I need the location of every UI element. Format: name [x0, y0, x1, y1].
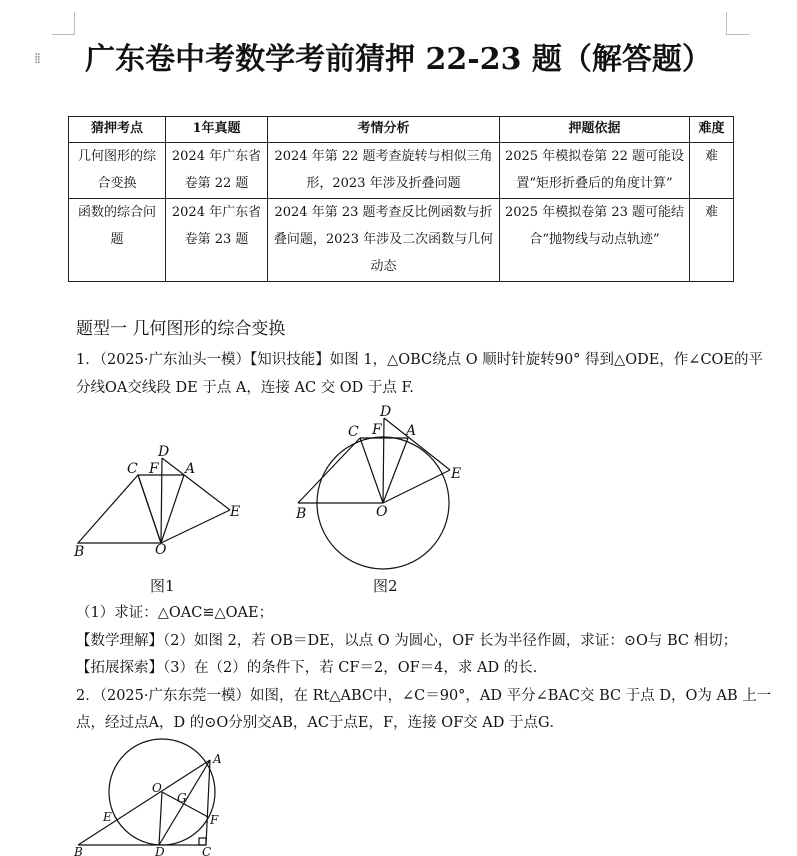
fig1-line-de [162, 458, 230, 510]
fig2-line-od [383, 418, 384, 503]
q2-line2: 点，经过点A，D 的⊙O分别交AB，AC于点E，F，连接 OF交 AD 于点G． [76, 715, 565, 731]
fig3-label: D [155, 845, 165, 856]
table-header: 1年真题 [166, 117, 268, 143]
fig1-caption: 图1 [150, 577, 175, 595]
fig2-line-oe [383, 470, 450, 503]
table-cell: 2024 年广东省卷第 23 题 [166, 199, 268, 282]
fig2-label: C [348, 424, 359, 440]
table-header: 押题依据 [500, 117, 690, 143]
fig3-right-angle-mark [199, 838, 206, 845]
table-cell: 函数的综合问题 [69, 199, 166, 282]
fig1-line-oa [161, 475, 184, 543]
fig2-line-de [384, 418, 450, 470]
fig3-label: F [210, 813, 219, 827]
fig3-label: A [213, 752, 222, 766]
page-corner-top-left [52, 12, 75, 35]
fig2-line-oa [383, 438, 408, 503]
q1-part2: 【数学理解】（2）如图 2，若 OB＝DE，以点 O 为圆心，OF 长为半径作圆，求证：⊙O与 BC 相切； [76, 633, 738, 649]
table-header: 猜押考点 [69, 117, 166, 143]
figure-2 [290, 400, 480, 580]
table-row [69, 143, 734, 199]
fig3-line-ca [206, 760, 210, 845]
fig3-label: G [177, 791, 187, 805]
fig2-label: F [372, 422, 382, 438]
q1-line1: 1．（2025·广东汕头一模）【知识技能】如图 1，△OBC绕点 O 顺时针旋转90° 得到△ODE，作∠COE的平 [76, 352, 764, 368]
table-cell: 难 [690, 143, 734, 199]
table-cell: 2024 年第 22 题考查旋转与相似三角形，2023 年涉及折叠问题 [268, 143, 500, 199]
drag-handle-icon[interactable]: ⁞⁞ [34, 51, 39, 67]
table-cell: 几何图形的综合变换 [69, 143, 166, 199]
fig1-triangle-obc [78, 475, 161, 543]
table-cell: 2025 年模拟卷第 22 题可能设置“矩形折叠后的角度计算” [500, 143, 690, 199]
fig1-label: O [155, 542, 167, 558]
fig3-line-od [159, 792, 162, 845]
page-title: 广东卷中考数学考前猜押 22-23 题（解答题） [85, 42, 712, 77]
fig3-label: E [103, 810, 112, 824]
table-header: 考情分析 [268, 117, 500, 143]
fig2-line-bc [298, 438, 360, 503]
fig2-label: B [296, 506, 307, 522]
table-header-row [69, 117, 734, 143]
q1-part1: （1）求证：△OAC≌△OAE； [76, 605, 274, 621]
fig1-label: F [149, 461, 159, 477]
fig3-label: O [152, 781, 162, 795]
fig2-line-oc [360, 438, 383, 503]
fig2-caption: 图2 [373, 577, 398, 595]
fig2-label: D [380, 404, 392, 420]
section-heading: 题型一 几何图形的综合变换 [76, 319, 286, 339]
table-cell: 难 [690, 199, 734, 282]
fig2-label: O [376, 504, 388, 520]
figure-3 [70, 735, 230, 856]
table-cell: 2024 年广东省卷第 22 题 [166, 143, 268, 199]
q1-line2: 分线OA交线段 DE 于点 A，连接 AC 交 OD 于点 F. [76, 380, 414, 396]
table-row [69, 199, 734, 282]
fig3-label: B [74, 845, 83, 856]
fig1-label: C [127, 461, 138, 477]
fig1-label: D [158, 444, 170, 460]
table-cell: 2025 年模拟卷第 23 题可能结合“抛物线与动点轨迹” [500, 199, 690, 282]
fig1-line-od [161, 458, 162, 543]
table-cell: 2024 年第 23 题考查反比例函数与折叠问题，2023 年涉及二次函数与几何动态 [268, 199, 500, 282]
q2-line1: 2．（2025·广东东莞一模）如图，在 Rt△ABC中，∠C＝90°，AD 平分∠BAC交 BC 于点 D，O为 AB 上一 [76, 688, 772, 704]
page-corner-top-right [726, 12, 749, 35]
fig1-label: E [230, 504, 241, 520]
table-header: 难度 [690, 117, 734, 143]
q1-part3: 【拓展探索】（3）在（2）的条件下，若 CF＝2，OF＝4，求 AD 的长. [76, 660, 538, 676]
fig1-label: B [74, 544, 85, 560]
fig1-line-oe [161, 510, 230, 543]
fig3-label: C [202, 845, 212, 856]
fig1-label: A [185, 461, 196, 477]
fig2-label: E [451, 466, 462, 482]
fig3-line-ba [78, 760, 210, 845]
prediction-table [68, 116, 734, 282]
fig2-label: A [406, 423, 417, 439]
figure-1 [70, 440, 250, 560]
fig1-line-oc [138, 475, 161, 543]
